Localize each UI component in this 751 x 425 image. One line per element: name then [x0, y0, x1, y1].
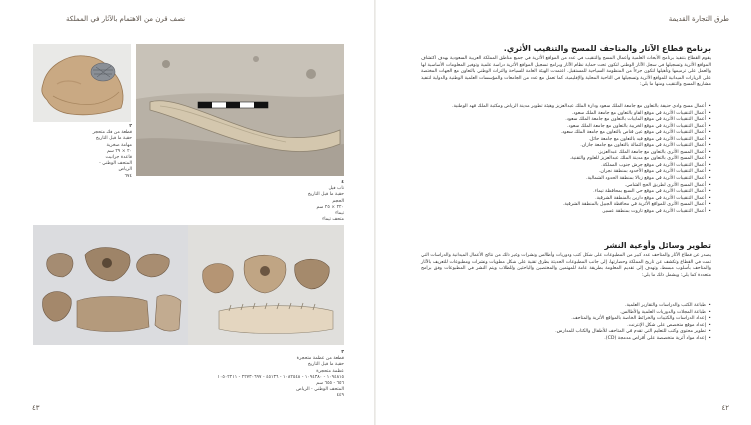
caption-number: ٢ [129, 124, 132, 129]
caption-line: حقبة ما قبل التاريخ [307, 362, 344, 368]
list-item: • أعمال المسح الأثري بالتعاون مع مدينة الملك عبدالعزيز للعلوم والتقنية. [421, 156, 711, 163]
photo-fossil-jaw [33, 44, 131, 122]
caption-line: ٢٢٠ × ٢٥ سم [316, 204, 344, 210]
photo-fossil-bones [33, 225, 344, 345]
list-item: • أعمال التنقيبات الأثرية في موقع جرش جنوب المملكة. [421, 163, 711, 170]
caption-line: الحجم [332, 198, 344, 204]
fossil-bones-illustration [33, 225, 344, 345]
caption-number: ٣ [341, 350, 344, 355]
list-item: • أعمال التنقيبات الأثرية في موقع زبالا بمنطقة الحدود الشمالية. [421, 176, 711, 183]
list-item: • تطوير محتوى وكتب للتعليم التي تقدم في المتاحف للأطفال والكتاب للمدارس. [421, 329, 711, 336]
list-item: • أعمال المسح الأثري لطريق الحج الشامي. [421, 183, 711, 190]
caption-line: ناب فيل [328, 186, 344, 192]
caption-line: ٦٧٤ [124, 173, 132, 179]
section-paragraph-survey: يقوم القطاع بتنفيذ برنامج الأبحاث العلمية وأعمال المسح والتنقيب في عدد من المواقع الأثرية في جميع مناطق المملكة العربية السعودية بهدف اكتشاف المواقع الأثرية وتسجيلها في سجل الآثار الوطني لتكون تحت حماية نظام الآثار وبرامج تسجيل المواقع الأثرية دراسة علمية وتوفير المعلومات الأساسية لها والعمل على ترميمها وتأهيلها لتكون جزءاً من المنظومة السياحية للمستقبل. اعتمدت الهيئة العامة للسياحة والتراث الوطني بالتعاون مع الجهات المختصة على الزيارات الميدانية للمواقع الأثرية وتسجيلها في الناحية المحلية والإقليمية، كما تعمل مع عدد من الجامعات والمؤسسات العلمية الوطنية والدولية لتنفيذ مشاريع المسح والتنقيب ومنها ما يلي: [421, 56, 711, 88]
caption-photo-3 [150, 350, 344, 400]
caption-line: قطعة من عظمة متحجرة [296, 356, 344, 362]
right-page [376, 0, 751, 425]
list-item: • أعمال التنقيبات الأثرية في موقع عين قناص بالتعاون مع جامعة الملك سعود. [421, 130, 711, 137]
list-item: • أعمال التنقيبات الأثرية في موقع دارين بالمنطقة الشرقية. [421, 196, 711, 203]
caption-photo-2 [88, 124, 132, 180]
caption-line: متحف تيماء [322, 217, 344, 223]
publishing-list [421, 303, 711, 342]
caption-line: ٢٠ × ٢٩ سم [106, 148, 132, 154]
left-page [0, 0, 375, 425]
list-item: • إعداد مواد أثرية متخصصة على أقراص مدمجة (CD). [421, 336, 711, 343]
list-item: • طباعة الكتب والدراسات والتقارير العلمية. [421, 303, 711, 310]
photo-tusk-excavation [136, 44, 344, 176]
list-item: • أعمال المسح الأثري بالتعاون مع جامعة الملك عبدالعزيز. [421, 150, 711, 157]
caption-line: عظمة متحجرة [316, 368, 344, 374]
list-item: • أعمال التنقيبات الأثرية في موقع الثمالة بالتعاون مع جامعة جازان. [421, 143, 711, 150]
survey-projects-list [421, 104, 711, 215]
list-item: • أعمال التنقيبات الأثرية في موقع المابيات بالتعاون مع جامعة الملك سعود. [421, 117, 711, 124]
caption-line: المتحف الوطني - الرياض [296, 387, 344, 393]
list-item: • أعمال التنقيبات الأثرية في موقع الفاو بالتعاون مع جامعة الملك سعود. [421, 111, 711, 118]
caption-line: ٤٤٩ [336, 393, 344, 399]
caption-line: حقبة ما قبل التاريخ [95, 136, 132, 142]
caption-line: قطعة من فك متحجر [92, 130, 132, 136]
tusk-excavation-illustration [136, 44, 344, 176]
caption-line: المتحف الوطني - الرياض [99, 161, 132, 173]
section-paragraph-publishing: يصدر عن قطاع الآثار والمتاحف عدد كبير من المطبوعات على شكل كتب ودوريات وأطالس ونشرات وغير ذلك من نتائج الأعمال الميدانية والدراسات التي تمت في القطاع وتكشف عن تاريخ المملكة وحضارتها، إلى جانب المطبوعات الحديثة بطرق تقنية على شكل مطويات ونشرات ومطبوعات للتعريف بالآثار والمتاحف بأسلوب مبسط، وتهدف إلى تقديم المعلومة بطريقة عامة للمهتمين والمختصين والباحثين وللطلاب ويتم النشر في المطبوعات وفق برامج متعددة كما يلي: ويشمل ذلك ما يلي: [421, 253, 711, 278]
list-item: • أعمال التنقيبات الأثرية في موقع تاروت بمنطقة عسير. [421, 209, 711, 216]
section-heading-publishing: تطوير وسائل وأوعية النشر [604, 241, 711, 250]
caption-line: مهامة صخرية [106, 142, 132, 148]
caption-line: حقبة ما قبل التاريخ [307, 192, 344, 198]
list-item: • إعداد الدراسات والكتيبات والخرائط الخاصة بالمواقع الأثرية والمتاحف. [421, 316, 711, 323]
section-heading-survey: برنامج قطاع الآثار والمتاحف للمسح والتنقيب الأثري. [503, 44, 711, 53]
caption-line: تيماء [335, 211, 344, 217]
list-item: • أعمال المسح الأثري للمواقع الأثرية في محافظة الجبيل بالمنطقة الشرقية. [421, 202, 711, 209]
page-number-left: ٤٣ [32, 404, 40, 412]
caption-number: ٤ [341, 180, 344, 185]
caption-photo-4 [298, 180, 344, 223]
fossil-jaw-illustration [33, 44, 131, 122]
list-item: • أعمال التنقيبات الأثرية في موقع الخريبة بالتعاون مع جامعة الملك سعود. [421, 124, 711, 131]
caption-line: ١٠٩٤٨١٥ - ١٠٩٤٣٨٠ - ١٠٨٢٥٤٨ - ٤٥١٣٦ - ٢٢٧٣٠٦٩٧ - ١٠٥٠٢٢١١ [217, 374, 344, 380]
caption-line: ٦٥٦ - ٦٥٥ سم [316, 381, 344, 387]
caption-line: قاعدة جرانيت [105, 155, 132, 161]
running-head-left: نصف قرن من الاهتمام بالآثار في المملكة [66, 15, 186, 23]
running-head-right: طرق التجارة القديمة [668, 15, 729, 23]
list-item: • أعمال التنقيبات الأثرية في موقع الأخدود بمنطقة نجران. [421, 169, 711, 176]
list-item: • طباعة المجلات والدوريات العلمية والأطالس. [421, 310, 711, 317]
list-item: • أعمال التنقيبات الأثرية في موقع حي السبع بمحافظة تيماء. [421, 189, 711, 196]
list-item: • إعداد موقع متخصص على شكل الإنترنت. [421, 323, 711, 330]
page-number-right: ٤٢ [721, 404, 729, 412]
list-item: • أعمال مسح وادي حنيفة بالتعاون مع جامعة الملك سعود ودارة الملك عبدالعزيز وهيئة تطوير مدينة الرياض ومكتبة الملك فهد الوطنية. [421, 104, 711, 111]
list-item: • أعمال التنقيبات الأثرية في موقع فيد بالتعاون مع جامعة حائل. [421, 137, 711, 144]
